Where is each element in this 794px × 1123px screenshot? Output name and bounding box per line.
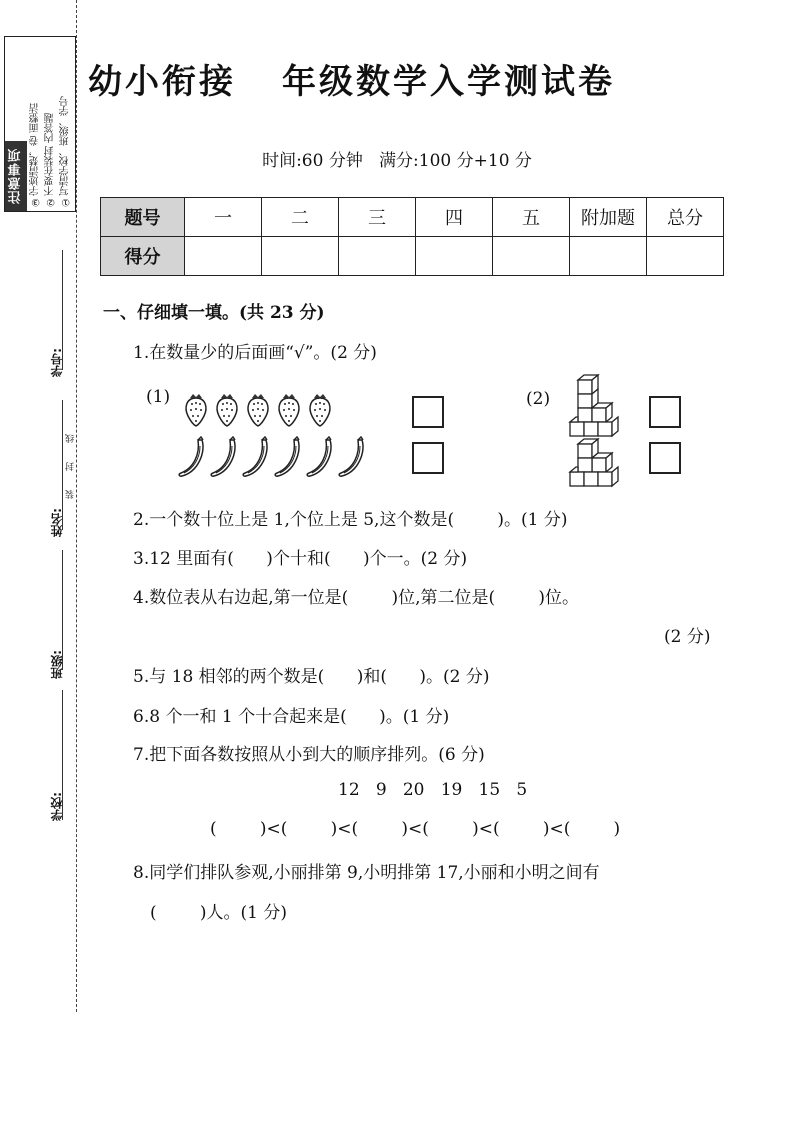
score-cell-5[interactable] <box>493 237 570 276</box>
score-cell-3[interactable] <box>339 237 416 276</box>
row-label-question-number: 题号 <box>101 198 185 237</box>
notice-lines <box>29 41 75 207</box>
strawberry-icon <box>186 394 206 426</box>
page-title <box>88 54 615 103</box>
score-cell-4[interactable] <box>416 237 493 276</box>
notice-box <box>4 36 76 212</box>
strawberry-icon <box>279 394 299 426</box>
notice-line-3: ③字迹清楚，卷 面整洁 <box>30 102 41 207</box>
cube-stack-icon <box>566 374 630 440</box>
row-label-score: 得分 <box>101 237 185 276</box>
banana-icon <box>179 437 203 476</box>
question-4: 4.数位表从右边起,第一位是( )位,第二位是( )位。 <box>133 588 580 608</box>
strawberry-row <box>180 392 340 428</box>
cube-stack-icon <box>566 438 630 488</box>
title-left: 幼小衔接 <box>88 62 236 102</box>
col-header-2: 二 <box>262 198 339 237</box>
banana-icon <box>275 437 299 476</box>
name-label: 姓名: <box>50 508 64 537</box>
banana-icon <box>307 437 331 476</box>
score-cell-total[interactable] <box>647 237 724 276</box>
notice-line-2: ②不要在装封 内答题 <box>45 112 56 207</box>
student-number-line <box>62 250 63 370</box>
question-1: 1.在数量少的后面画“√”。(2 分) <box>133 343 377 363</box>
col-header-1: 一 <box>185 198 262 237</box>
student-number-label: 学号: <box>50 348 64 377</box>
banana-icon <box>339 437 363 476</box>
school-line <box>62 690 63 820</box>
exam-info: 时间:60 分钟 满分:100 分+10 分 <box>262 151 532 171</box>
banana-row <box>174 436 374 482</box>
notice-line-1: ①写清学校、班级、学号 <box>60 96 71 207</box>
col-header-5: 五 <box>493 198 570 237</box>
banana-icon <box>243 437 267 476</box>
name-line <box>62 400 63 530</box>
score-table-header-row <box>101 198 724 237</box>
col-header-bonus: 附加题 <box>570 198 647 237</box>
score-cell-2[interactable] <box>262 237 339 276</box>
col-header-3: 三 <box>339 198 416 237</box>
score-cell-bonus[interactable] <box>570 237 647 276</box>
question-2: 2.一个数十位上是 1,个位上是 5,这个数是( )。(1 分) <box>133 510 568 530</box>
school-label: 学校: <box>50 792 64 821</box>
score-table-score-row <box>101 237 724 276</box>
question-5: 5.与 18 相邻的两个数是( )和( )。(2 分) <box>133 667 490 687</box>
col-header-total: 总分 <box>647 198 724 237</box>
question-4-score: (2 分) <box>664 627 711 647</box>
seal-char-3: 装 <box>66 490 76 499</box>
answer-box-strawberry[interactable] <box>412 396 444 428</box>
q7-numbers: 12 9 20 19 15 5 <box>338 780 528 800</box>
banana-icon <box>211 437 235 476</box>
score-table <box>100 197 724 276</box>
col-header-4: 四 <box>416 198 493 237</box>
section-heading: 一、仔细填一填。(共 23 分) <box>103 303 325 323</box>
score-cell-1[interactable] <box>185 237 262 276</box>
q1-part2-label: (2) <box>526 389 551 409</box>
question-6: 6.8 个一和 1 个十合起来是( )。(1 分) <box>133 707 450 727</box>
strawberry-icon <box>310 394 330 426</box>
notice-title: 注意事项 <box>5 141 27 211</box>
class-line <box>62 550 63 670</box>
strawberry-icon <box>217 394 237 426</box>
question-3: 3.12 里面有( )个十和( )个一。(2 分) <box>133 549 468 569</box>
seal-char-1: 线 <box>66 434 76 443</box>
strawberry-icon <box>248 394 268 426</box>
class-label: 班级: <box>50 650 64 679</box>
q1-part1-label: (1) <box>146 387 171 407</box>
answer-box-cubes-top[interactable] <box>649 396 681 428</box>
question-8-line-1: 8.同学们排队参观,小丽排第 9,小明排第 17,小丽和小明之间有 <box>133 863 600 883</box>
seal-char-2: 封 <box>66 462 76 471</box>
q7-answer-blanks[interactable]: ( )<( )<( )<( )<( )<( ) <box>210 819 621 839</box>
answer-box-banana[interactable] <box>412 442 444 474</box>
question-8-line-2: ( )人。(1 分) <box>150 903 287 923</box>
question-7: 7.把下面各数按照从小到大的顺序排列。(6 分) <box>133 745 485 765</box>
title-right: 年级数学入学测试卷 <box>282 62 615 102</box>
answer-box-cubes-bottom[interactable] <box>649 442 681 474</box>
